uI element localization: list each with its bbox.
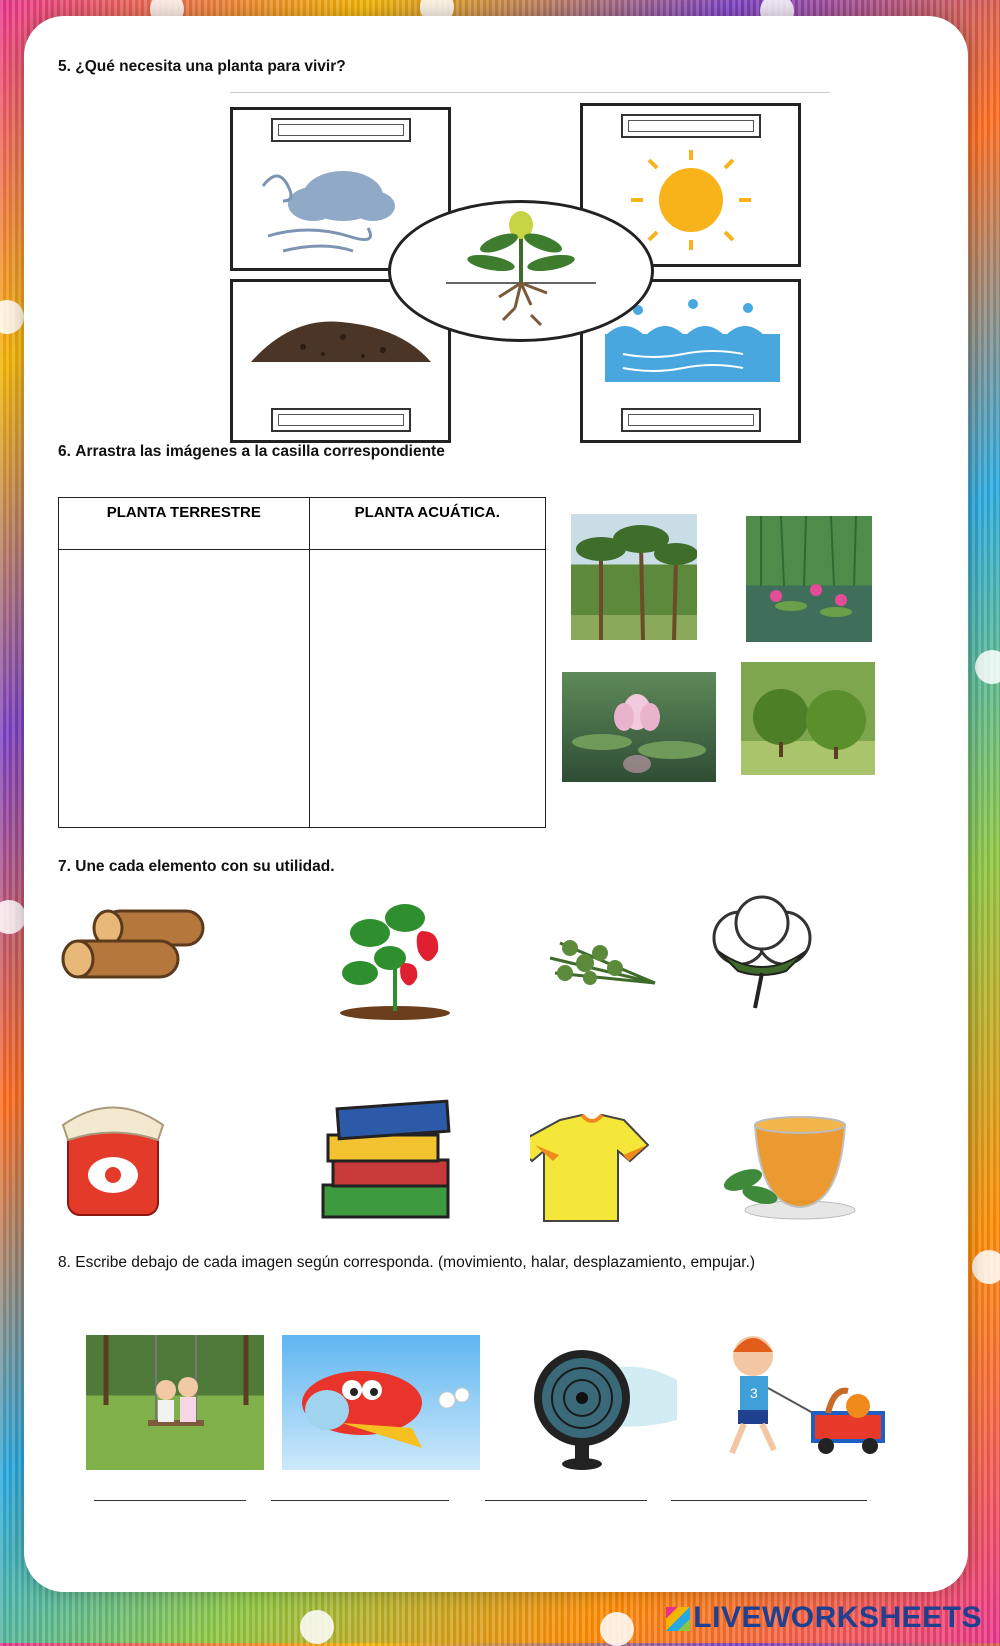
answer-line-2[interactable] (271, 1500, 449, 1501)
question-7-text: Une cada elemento con su utilidad. (75, 858, 335, 875)
t-shirt-image[interactable] (530, 1110, 652, 1228)
ribbon-dot (975, 650, 1000, 684)
ribbon-dot (300, 1610, 334, 1644)
answer-line-4[interactable] (671, 1500, 867, 1501)
swing-icon (86, 1335, 264, 1470)
question-5-number: 5. (58, 58, 71, 75)
airplane-icon (282, 1335, 480, 1470)
ribbon-dot (0, 300, 24, 334)
lotus-flower-image[interactable] (562, 672, 716, 782)
question-6-title (58, 443, 445, 461)
strawberry-plant-image[interactable] (330, 893, 460, 1021)
drop-zone-terrestrial[interactable] (59, 550, 310, 828)
plant-icon (391, 203, 651, 339)
lily-icon (746, 516, 872, 642)
water-lilies-reeds-image[interactable] (746, 516, 872, 642)
jam-jar-image[interactable] (58, 1095, 168, 1220)
question-8-number: 8. (58, 1254, 71, 1271)
lotus-icon (562, 672, 716, 782)
question-5-title (58, 58, 346, 76)
question-7-title (58, 858, 335, 876)
column-header-aquatic: PLANTA ACUÁTICA. (309, 498, 545, 550)
divider (230, 92, 830, 93)
cotton-boll-image[interactable] (700, 893, 824, 1013)
air-label-slot[interactable] (271, 118, 411, 142)
bush-icon (741, 662, 875, 775)
question-8-text: Escribe debajo de cada imagen según corresponda. (movimiento, halar, desplazamiento, empujar.) (75, 1254, 756, 1271)
answer-line-1[interactable] (94, 1500, 246, 1501)
sun-label-slot[interactable] (621, 114, 761, 138)
answer-line-3[interactable] (485, 1500, 647, 1501)
ribbon-dot (600, 1612, 634, 1646)
logo-text: LIVEWORKSHEETS (693, 1601, 982, 1634)
ribbon-dot (0, 900, 26, 934)
soil-label-slot[interactable] (271, 408, 411, 432)
palm-icon (571, 514, 697, 640)
books-stack-image[interactable] (313, 1090, 463, 1230)
drop-zone-aquatic[interactable] (309, 550, 545, 828)
liveworksheets-logo-icon (666, 1607, 690, 1631)
boy-pulling-wagon-image (708, 1328, 893, 1478)
wood-logs-image[interactable] (58, 893, 210, 993)
desk-fan-image (527, 1340, 677, 1472)
water-label-slot[interactable] (621, 408, 761, 432)
question-6-number: 6. (58, 443, 71, 460)
herbs-bunch-image[interactable] (540, 918, 665, 998)
question-8-title (58, 1254, 755, 1272)
question-7-number: 7. (58, 858, 71, 875)
liveworksheets-logo (666, 1601, 982, 1635)
plant-oval (388, 200, 654, 342)
girls-swing-image (86, 1335, 264, 1470)
tea-cup-image[interactable] (715, 1105, 865, 1223)
plant-needs-diagram (230, 95, 830, 445)
svg-text:3: 3 (750, 1385, 758, 1401)
plant-classification-table (58, 497, 546, 828)
ribbon-dot (972, 1250, 1000, 1284)
question-5-text: ¿Qué necesita una planta para vivir? (75, 58, 346, 75)
palm-trees-image[interactable] (571, 514, 697, 640)
bushes-image[interactable] (741, 662, 875, 775)
column-header-terrestrial: PLANTA TERRESTRE (59, 498, 310, 550)
cartoon-airplane-image (282, 1335, 480, 1470)
question-6-text: Arrastra las imágenes a la casilla correspondiente (75, 443, 445, 460)
